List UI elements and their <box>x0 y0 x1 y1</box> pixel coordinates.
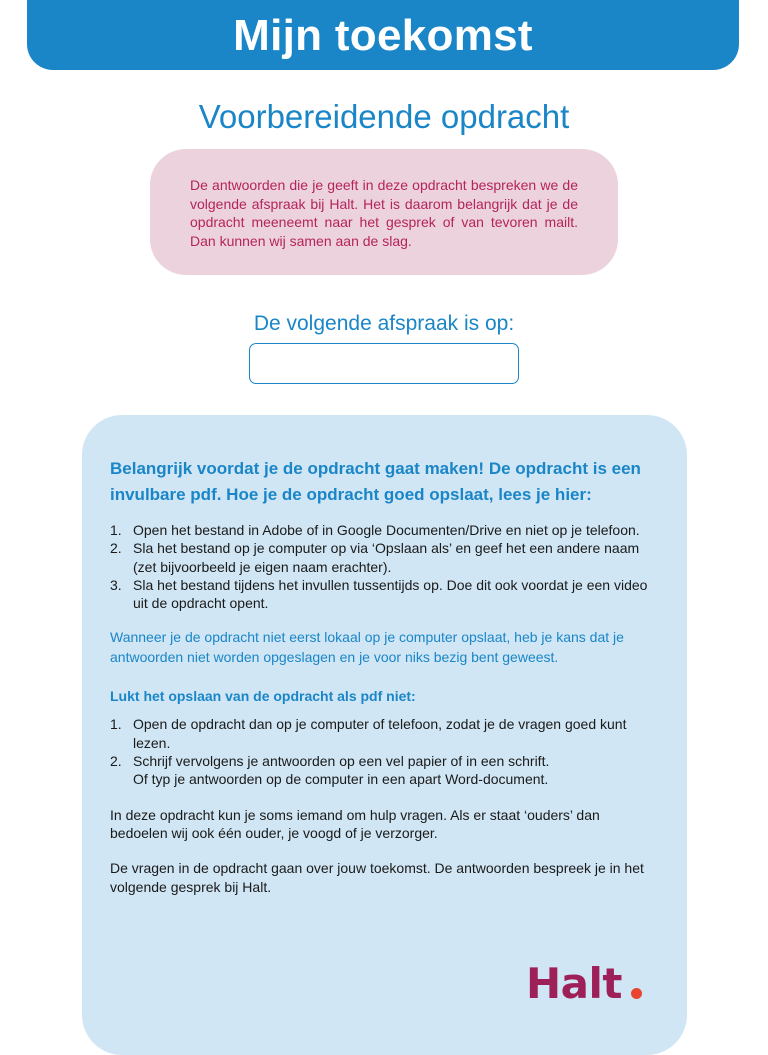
list-item <box>110 715 659 752</box>
appointment-label: De volgende afspraak is op: <box>253 312 515 335</box>
list-item <box>110 752 659 789</box>
fallback-heading: Lukt het opslaan van de opdracht als pdf niet: <box>110 688 416 705</box>
page-subtitle: Voorbereidende opdracht <box>198 98 570 135</box>
logo-dot-icon <box>631 988 642 999</box>
list-text: Open het bestand in Adobe of in Google Documenten/Drive en niet op je telefoon. <box>133 522 640 538</box>
list-text: Schrijf vervolgens je antwoorden op een vel papier of in een schrift. <box>133 753 550 770</box>
halt-logo <box>526 960 642 1008</box>
list-number: 2. <box>110 540 122 557</box>
save-warning: Wanneer je de opdracht niet eerst lokaal op je computer opslaat, heb je kans dat je antwoorden niet worden opgeslagen en je voor niks bezig bent geweest. <box>110 629 624 665</box>
list-text: Sla het bestand tijdens het invullen tussentijds op. Doe dit ook voordat je een video uit de opdracht opent. <box>133 576 648 612</box>
list-text: Sla het bestand op je computer op via ‘Opslaan als’ en geef het een andere naam (zet bijvoorbeeld je eigen naam erachter). <box>133 540 640 575</box>
help-note: In deze opdracht kun je soms iemand om hulp vragen. Als er staat ‘ouders’ dan bedoelen wij ook één ouder, je voogd of je verzorger. <box>110 806 600 841</box>
list-item <box>110 539 659 576</box>
header-banner <box>27 0 739 70</box>
list-item <box>110 576 659 613</box>
fallback-steps-list <box>110 715 659 788</box>
list-text: Open de opdracht dan op je computer of telefoon, zodat je de vragen goed kunt lezen. <box>133 716 627 751</box>
list-number: 1. <box>110 716 122 733</box>
logo-text: Halt <box>526 959 622 1008</box>
notice-text: De antwoorden die je geeft in deze opdracht bespreken we de volgende afspraak bij Halt. Het is daarom belangrijk dat je de opdracht meeneemt naar het gesprek of van tevoren mailt. Dan kunnen wij samen aan de slag. <box>190 177 578 249</box>
closing-note: De vragen in de opdracht gaan over jouw toekomst. De antwoorden bespreek je in het volgende gesprek bij Halt. <box>110 860 644 895</box>
list-text: Of typ je antwoorden op de computer in een apart Word-document. <box>133 771 549 788</box>
list-number: 2. <box>110 753 122 770</box>
save-steps-list <box>110 521 659 612</box>
notice-box <box>150 149 618 275</box>
instructions-heading: Belangrijk voordat je de opdracht gaat maken! De opdracht is een invulbare pdf. Hoe je de opdracht goed opslaat, lees je hier: <box>110 459 641 504</box>
list-item <box>110 521 659 539</box>
appointment-date-field[interactable] <box>249 343 519 384</box>
page-title: Mijn toekomst <box>233 11 533 60</box>
list-number: 1. <box>110 522 122 538</box>
list-number: 3. <box>110 576 122 593</box>
